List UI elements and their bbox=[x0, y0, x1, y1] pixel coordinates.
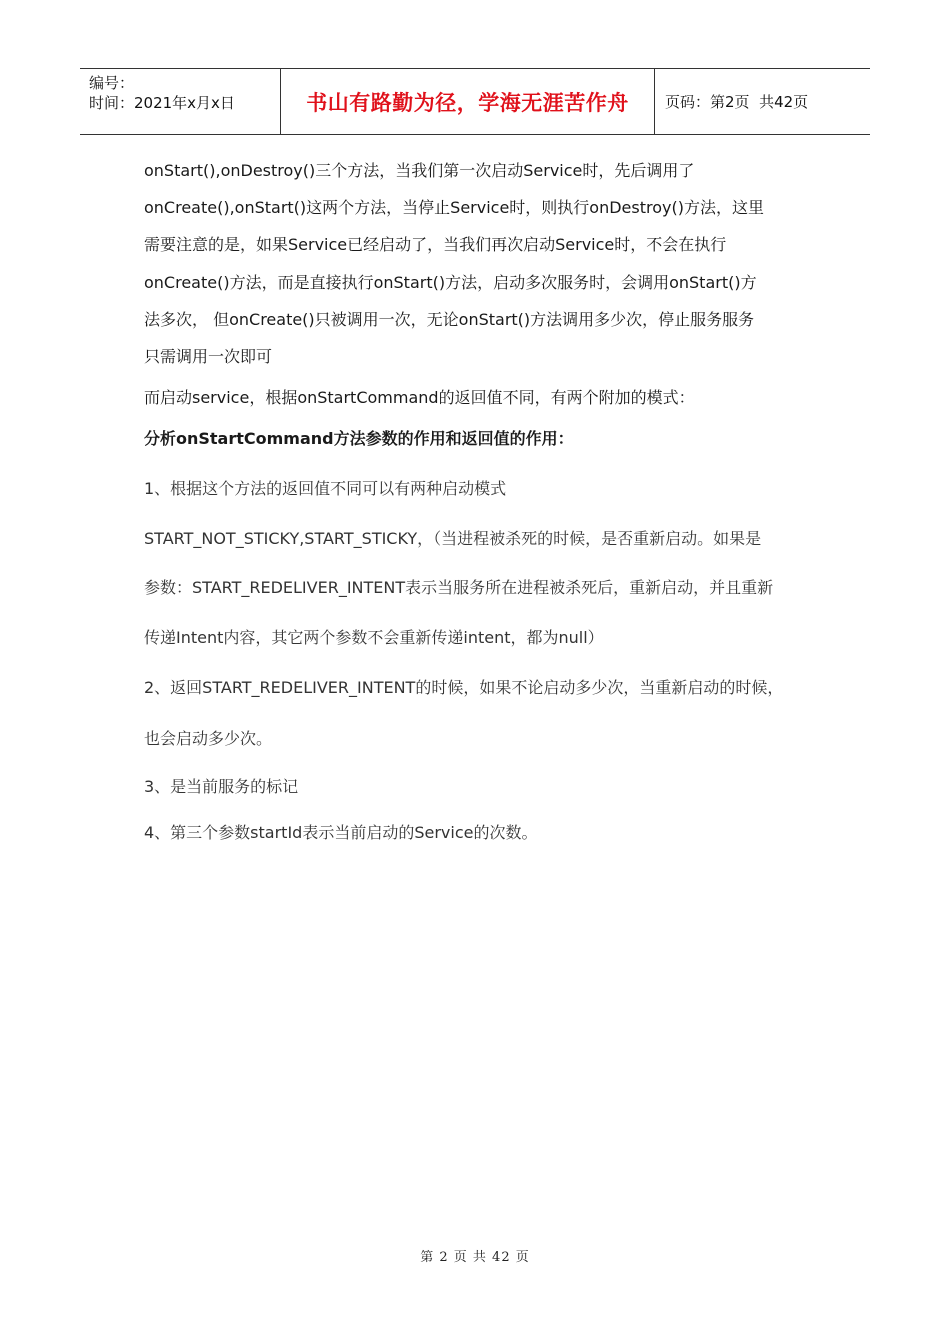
code-label: 编号： bbox=[89, 74, 135, 92]
motto-cell bbox=[281, 69, 655, 134]
body-line: 2、返回START_REDELIVER_INTENT的时候，如果不论启动多少次，当重新启动的时候， bbox=[144, 678, 784, 697]
body-line: onCreate(),onStart()这两个方法，当停止Service时，则执行onDestroy()方法，这里 bbox=[144, 198, 764, 217]
body-line: 只需调用一次即可 bbox=[144, 347, 273, 366]
date-label: 时间：2021年x月x日 bbox=[89, 94, 235, 112]
body-line: 法多次， 但onCreate()只被调用一次，无论onStart()方法调用多少次，停止服务服务 bbox=[144, 310, 755, 329]
body-line: 传递Intent内容，其它两个参数不会重新传递intent，都为null） bbox=[144, 628, 604, 647]
body-line: 1、根据这个方法的返回值不同可以有两种启动模式 bbox=[144, 479, 507, 498]
body-line: 3、是当前服务的标记 bbox=[144, 777, 299, 796]
page-info-cell bbox=[655, 69, 870, 134]
page-header bbox=[80, 68, 870, 135]
section-heading: 分析onStartCommand方法参数的作用和返回值的作用： bbox=[144, 429, 574, 448]
body-line: 需要注意的是，如果Service已经启动了，当我们再次启动Service时，不会在执行 bbox=[144, 235, 727, 254]
body-line: 参数：START_REDELIVER_INTENT表示当服务所在进程被杀死后，重新启动，并且重新 bbox=[144, 578, 774, 597]
body-line: START_NOT_STICKY,START_STICKY，（当进程被杀死的时候，是否重新启动。如果是 bbox=[144, 529, 762, 548]
page-info-text: 页码：第2页 共42页 bbox=[665, 93, 809, 111]
header-meta-cell bbox=[80, 69, 281, 134]
page-footer: 第 2 页 共 42 页 bbox=[420, 1250, 530, 1265]
body-line: 4、第三个参数startId表示当前启动的Service的次数。 bbox=[144, 823, 538, 842]
motto-text: 书山有路勤为径，学海无涯苦作舟 bbox=[306, 89, 629, 115]
body-line: 而启动service，根据onStartCommand的返回值不同，有两个附加的模式： bbox=[144, 388, 695, 407]
body-line: 也会启动多少次。 bbox=[144, 729, 273, 748]
body-line: onStart(),onDestroy()三个方法，当我们第一次启动Service时，先后调用了 bbox=[144, 161, 695, 180]
body-line: onCreate()方法，而是直接执行onStart()方法，启动多次服务时，会调用onStart()方 bbox=[144, 273, 757, 292]
